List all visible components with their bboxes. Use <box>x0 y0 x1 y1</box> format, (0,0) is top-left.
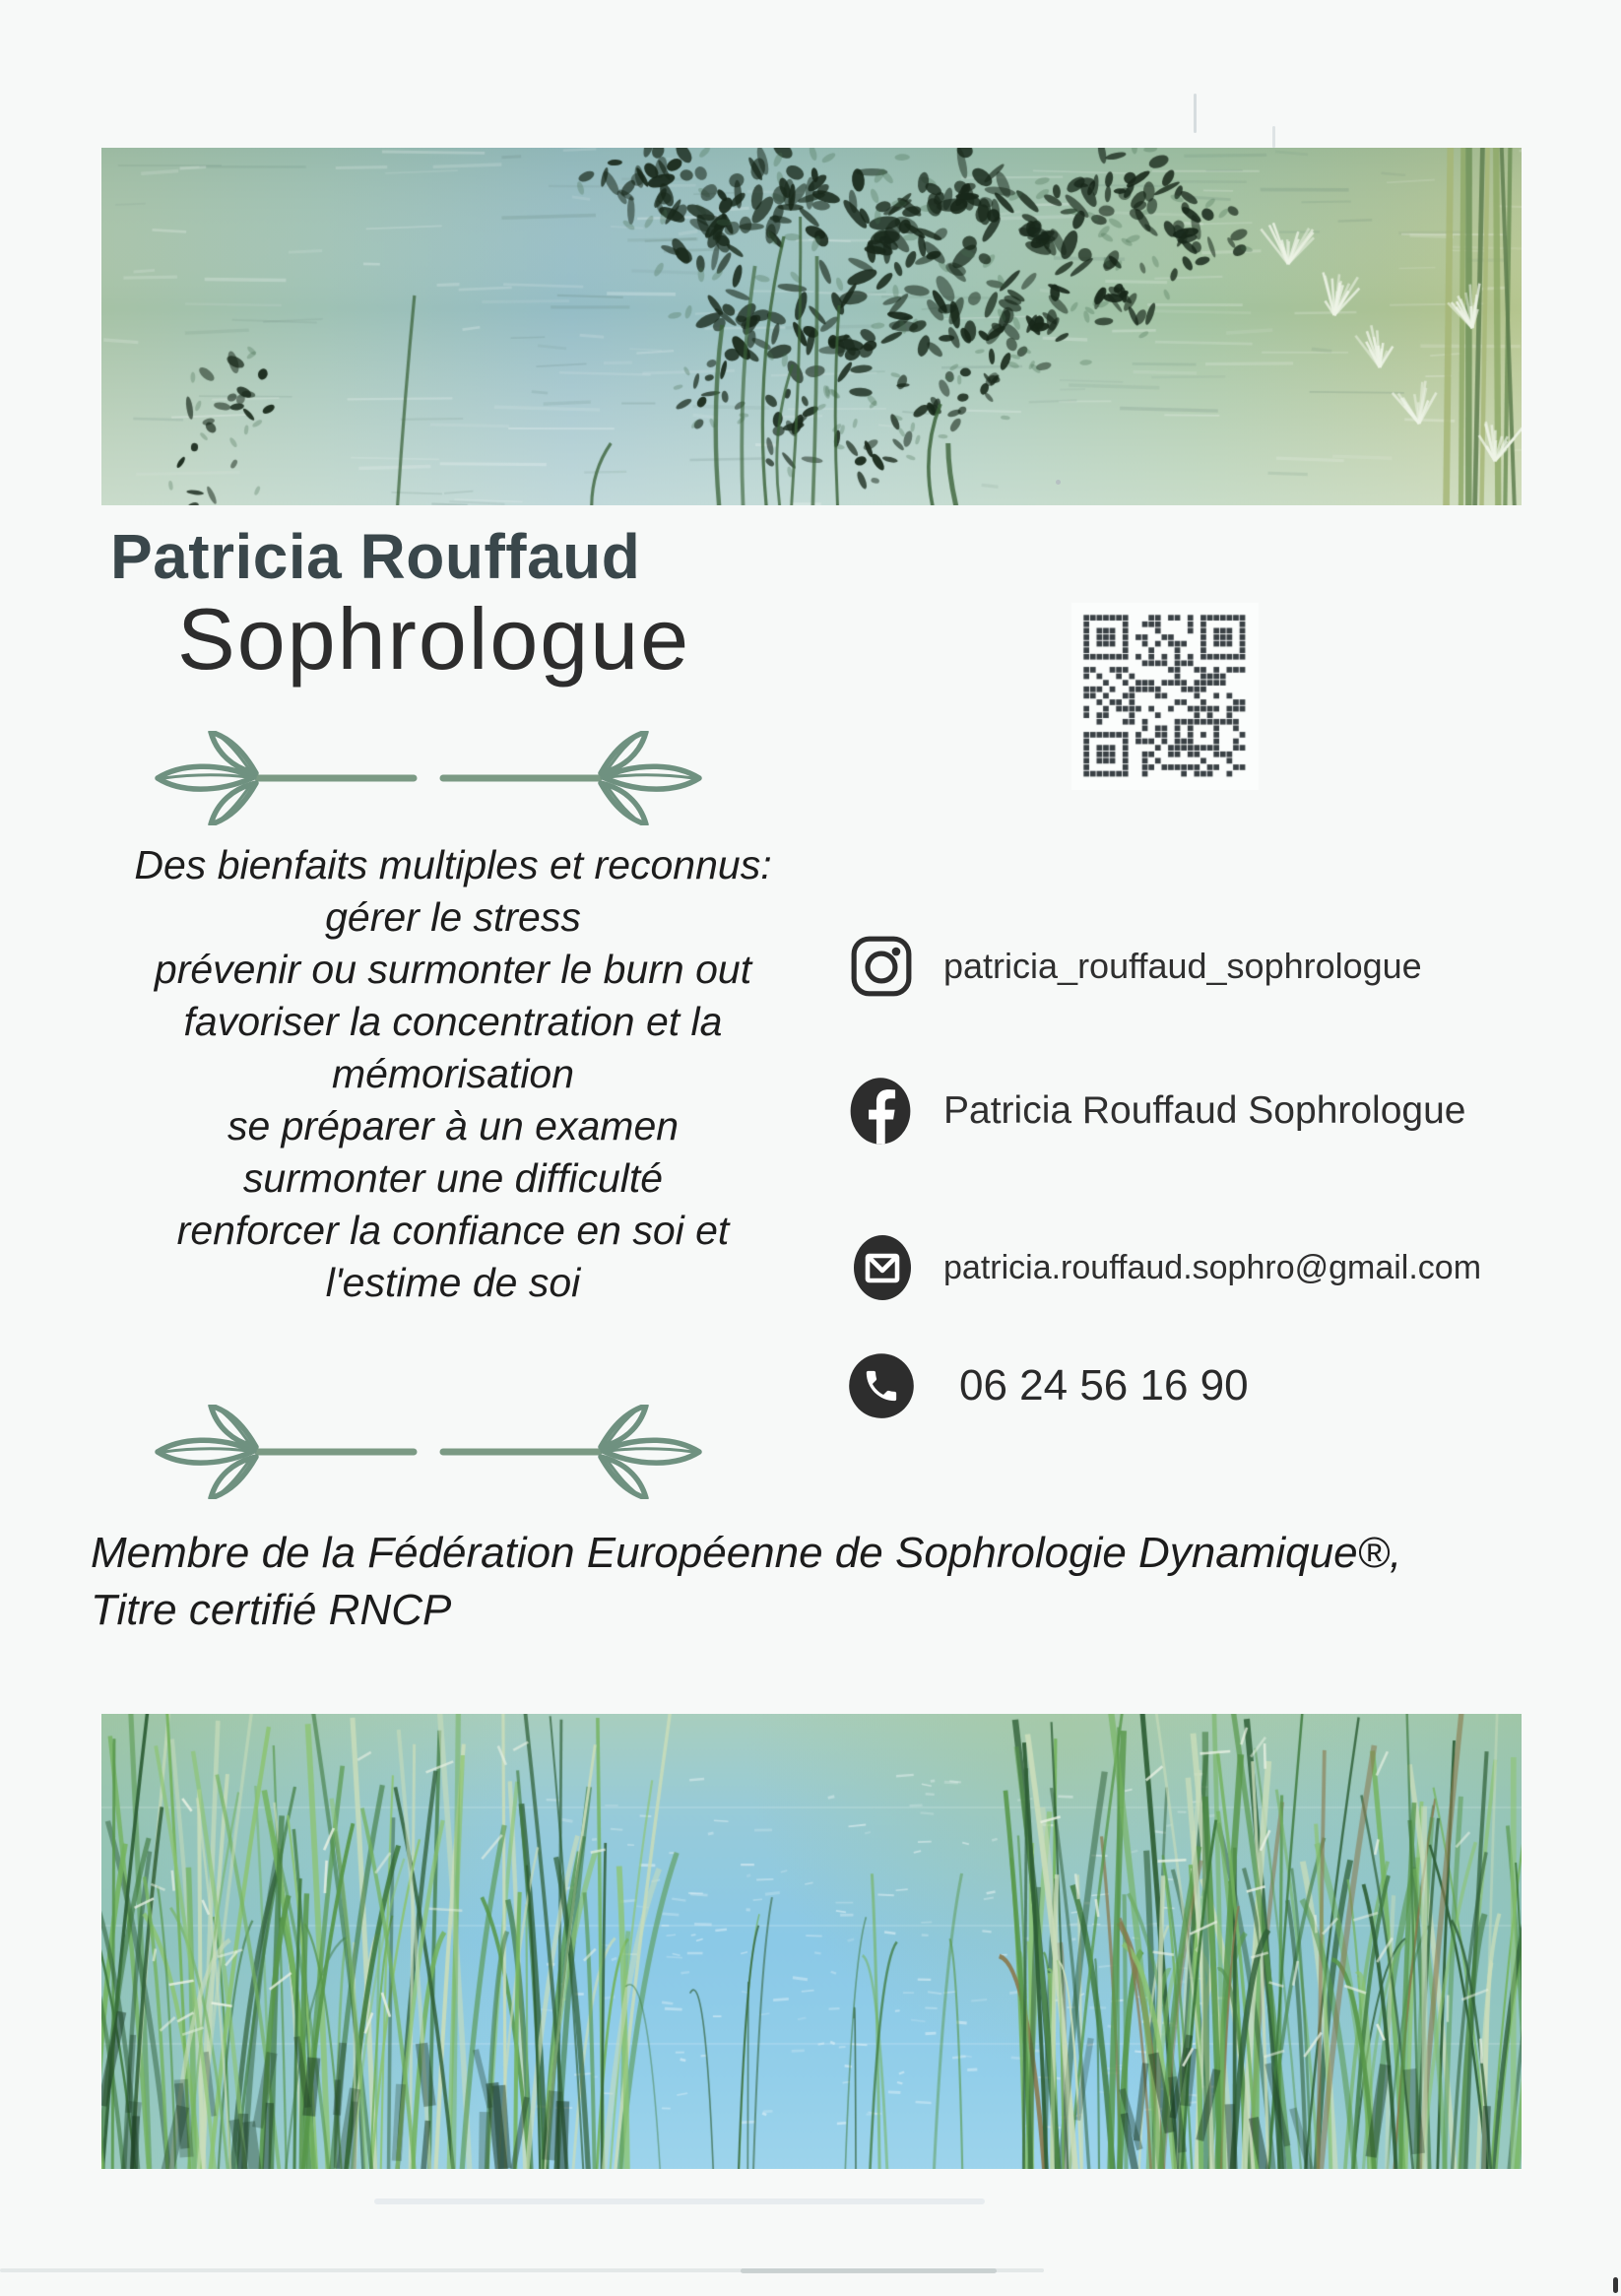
top-banner-lake-photo <box>101 148 1522 505</box>
instagram-handle: patricia_rouffaud_sophrologue <box>943 946 1422 986</box>
benefits-line: renforcer la confiance en soi et <box>176 1208 730 1253</box>
scan-artifact <box>1194 94 1197 133</box>
benefits-line: l'estime de soi <box>325 1260 581 1305</box>
benefits-text <box>79 839 827 1309</box>
email-icon <box>851 1233 914 1302</box>
scan-artifact <box>1272 126 1275 148</box>
scan-artifact <box>374 2198 985 2204</box>
benefits-line: surmonter une difficulté <box>242 1155 664 1201</box>
leaf-arrow-icon <box>436 1405 713 1499</box>
benefits-line: prévenir ou surmonter le burn out <box>154 947 752 992</box>
contact-row-instagram <box>849 934 1422 999</box>
facebook-icon <box>845 1076 916 1147</box>
instagram-icon <box>849 934 914 999</box>
benefits-line: gérer le stress <box>325 894 581 940</box>
scan-artifact <box>1056 480 1061 485</box>
contact-row-phone <box>847 1351 1249 1420</box>
profession-title: Sophrologue <box>177 590 691 688</box>
benefits-line: favoriser la concentration et la <box>183 999 723 1044</box>
person-name: Patricia Rouffaud <box>110 521 641 592</box>
credentials-line: Titre certifié RNCP <box>91 1586 452 1634</box>
scan-artifact <box>1613 2277 1618 2293</box>
phone-number: 06 24 56 16 90 <box>959 1361 1249 1410</box>
email-address: patricia.rouffaud.sophro@gmail.com <box>943 1248 1482 1286</box>
benefits-line: se préparer à un examen <box>227 1103 680 1148</box>
leaf-arrow-icon <box>144 731 421 825</box>
credentials-line: Membre de la Fédération Européenne de Sophrologie Dynamique®, <box>91 1529 1402 1577</box>
qr-code <box>1071 603 1259 790</box>
benefits-line: mémorisation <box>331 1051 575 1096</box>
contact-row-email <box>851 1233 1481 1302</box>
facebook-page-name: Patricia Rouffaud Sophrologue <box>943 1089 1466 1132</box>
phone-icon <box>847 1351 916 1420</box>
leaf-divider-bottom <box>144 1405 713 1499</box>
contact-row-facebook <box>845 1076 1465 1147</box>
leaf-arrow-icon <box>436 731 713 825</box>
benefits-line: Des bienfaits multiples et reconnus: <box>134 842 772 887</box>
leaf-arrow-icon <box>144 1405 421 1499</box>
scan-artifact <box>741 2268 997 2273</box>
leaf-divider-top <box>144 731 713 825</box>
bottom-banner-pond-photo <box>101 1714 1522 2169</box>
credentials-text <box>91 1525 1548 1639</box>
